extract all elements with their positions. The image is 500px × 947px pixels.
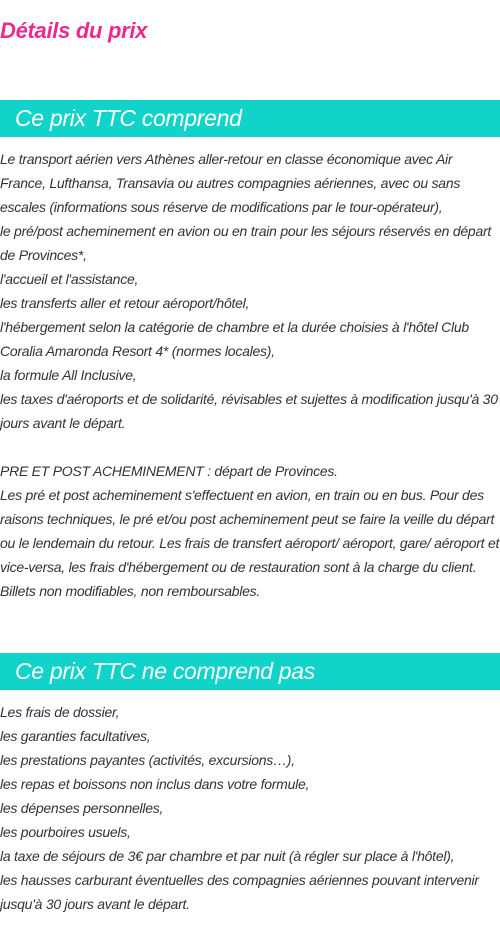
list-item: l'hébergement selon la catégorie de chambre et la durée choisies à l'hôtel Club Coralia Amaronda Resort 4* (normes locales), bbox=[0, 319, 469, 359]
transfer-note-title: PRE ET POST ACHEMINEMENT : départ de Provinces. bbox=[0, 463, 338, 479]
transfer-note-text: Les pré et post acheminement s'effectuent en avion, en train ou en bus. Pour des raisons techniques, le pré et/ou post acheminement peut se faire la veille du départ ou le lendemain du retour. Les frais de transfert aéroport/ aéroport, gare/ aéroport et vice-versa, les frais d'hébergement ou de restauration sont à la charge du client. Billets non modifiables, non remboursables. bbox=[0, 487, 500, 599]
list-item: les prestations payantes (activités, excursions…), bbox=[0, 752, 295, 768]
excluded-section-header: Ce prix TTC ne comprend pas bbox=[0, 653, 500, 690]
list-item: les repas et boissons non inclus dans votre formule, bbox=[0, 776, 310, 792]
included-list bbox=[0, 147, 500, 435]
list-item: les taxes d'aéroports et de solidarité, révisables et sujettes à modification jusqu'à 30 jours avant le départ. bbox=[0, 391, 498, 431]
list-item: les hausses carburant éventuelles des compagnies aériennes pouvant intervenir jusqu'à 30 jours avant le départ. bbox=[0, 872, 479, 912]
excluded-list bbox=[0, 700, 500, 916]
list-item: l'accueil et l'assistance, bbox=[0, 271, 139, 287]
list-item: la taxe de séjours de 3€ par chambre et par nuit (à régler sur place à l'hôtel), bbox=[0, 848, 455, 864]
list-item: les transferts aller et retour aéroport/hôtel, bbox=[0, 295, 250, 311]
transfer-note bbox=[0, 459, 500, 603]
list-item: les dépenses personnelles, bbox=[0, 800, 164, 816]
list-item: les garanties facultatives, bbox=[0, 728, 151, 744]
page-title: Détails du prix bbox=[0, 18, 148, 43]
list-item: Les frais de dossier, bbox=[0, 704, 120, 720]
list-item: le pré/post acheminement en avion ou en train pour les séjours réservés en départ de Provinces*, bbox=[0, 223, 492, 263]
list-item: Le transport aérien vers Athènes aller-retour en classe économique avec Air France, Lufthansa, Transavia ou autres compagnies aériennes, avec ou sans escales (informations sous réserve de modifications par le tour-opérateur), bbox=[0, 151, 461, 215]
list-item: les pourboires usuels, bbox=[0, 824, 131, 840]
list-item: la formule All Inclusive, bbox=[0, 367, 137, 383]
included-section-header: Ce prix TTC comprend bbox=[0, 100, 500, 137]
